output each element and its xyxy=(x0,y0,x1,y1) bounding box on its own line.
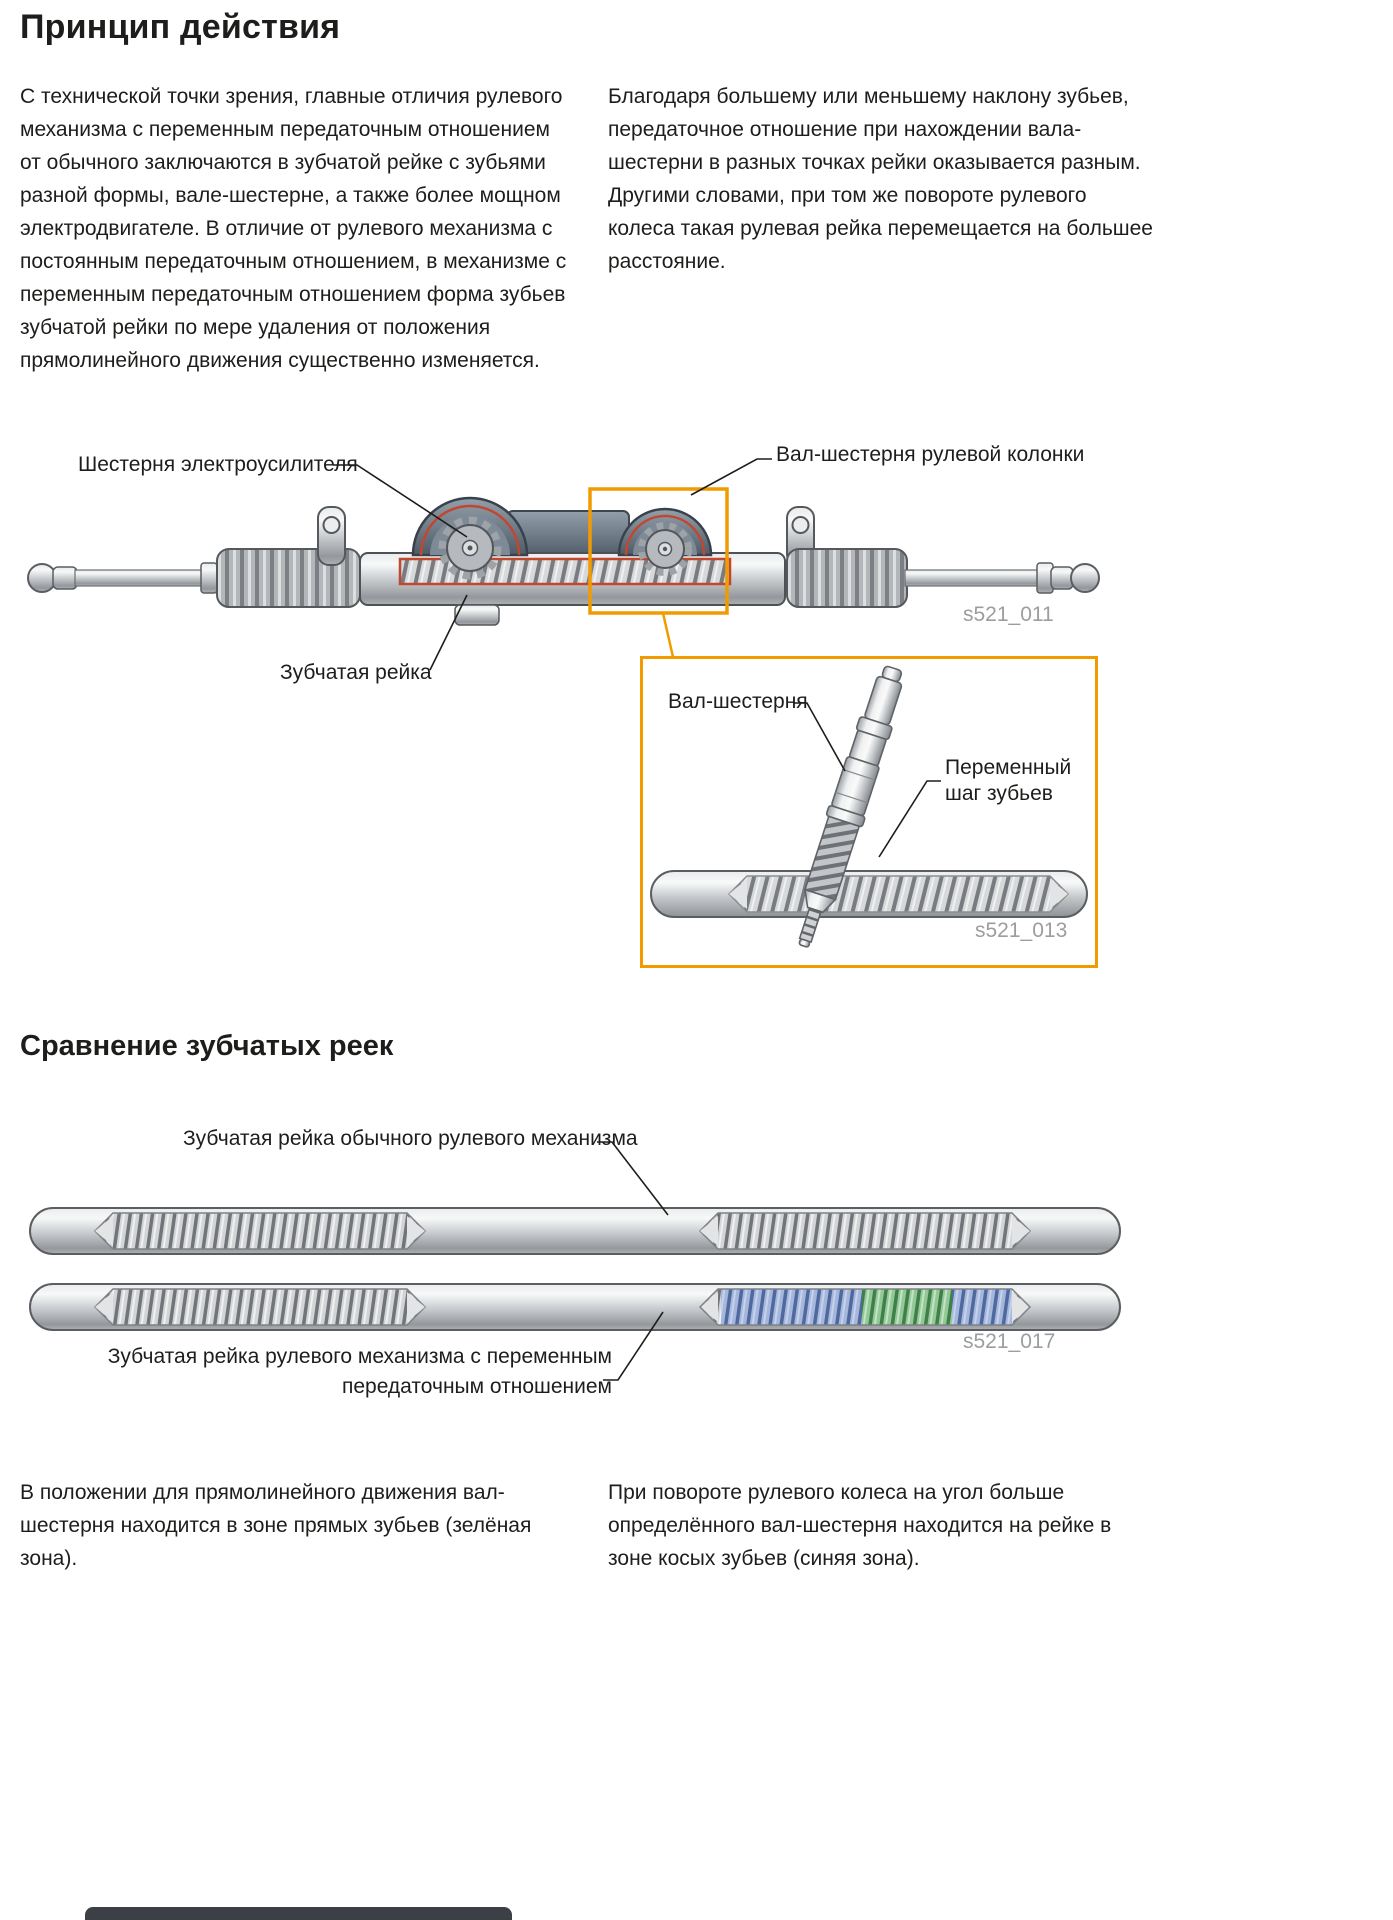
leader-variable-pitch xyxy=(879,781,941,857)
bottom-partial-bar xyxy=(85,1907,512,1920)
label-column-pinion: Вал-шестерня рулевой колонки xyxy=(776,443,1085,466)
leader-normal-rack xyxy=(597,1142,668,1215)
label-pinion-shaft: Вал-шестерня xyxy=(668,690,808,713)
label-booster-gear: Шестерня электроусилителя xyxy=(78,453,358,476)
conventional-rack xyxy=(30,1208,1120,1254)
blue-zone-left xyxy=(721,1289,862,1325)
intro-right-paragraph-1: Благодаря большему или меньшему наклону зубьев, передаточное отношение при нахождении вала-шестерни в разных точках рейки оказывается разным. xyxy=(608,85,1141,174)
left-tie-rod xyxy=(28,563,217,593)
figure2-image-id: s521_017 xyxy=(963,1330,1056,1353)
note-left: В положении для прямолинейного движения вал-шестерня находится в зоне прямых зубьев (зелёная зона). xyxy=(20,1481,532,1570)
label-variable-pitch: Переменный шаг зубьев xyxy=(945,756,1072,805)
variable-ratio-rack xyxy=(30,1284,1120,1330)
right-tie-rod xyxy=(905,563,1099,593)
blue-zone-right xyxy=(952,1289,1012,1325)
right-bellows xyxy=(787,549,907,607)
left-mount-bracket xyxy=(318,507,345,565)
steering-rack-illustration xyxy=(15,445,1145,690)
leader-rack xyxy=(430,595,467,670)
highlight-connector xyxy=(663,613,673,657)
label-variable-rack: Зубчатая рейка рулевого механизма с переменным передаточным отношением xyxy=(107,1345,612,1398)
intro-right-paragraph-2: Другими словами, при том же повороте рулевого колеса такая рулевая рейка перемещается на большее расстояние. xyxy=(608,184,1153,273)
inset-rack xyxy=(651,871,1087,917)
figure1-image-id: s521_011 xyxy=(963,603,1054,626)
page-title: Принцип действия xyxy=(20,8,341,46)
section-heading: Сравнение зубчатых реек xyxy=(20,1030,394,1062)
inset-image-id: s521_013 xyxy=(975,919,1068,942)
pinion-inset-panel xyxy=(640,656,1098,968)
intro-right-column xyxy=(608,80,1153,278)
label-normal-rack: Зубчатая рейка обычного рулевого механизма xyxy=(183,1127,638,1150)
note-right: При повороте рулевого колеса на угол больше определённого вал-шестерня находится на рейке в зоне косых зубьев (синяя зона). xyxy=(608,1481,1112,1570)
intro-left-column: С технической точки зрения, главные отличия рулевого механизма с переменным передаточным отношением от обычного заключаются в зубчатой рейке с зубьями разной формы, вале-шестерне, а также более мощном электродвигателе. В отличие от рулевого механизма с постоянным передаточным отношением, в механизме с переменным передаточным отношением форма зубьев зубчатой рейки по мере удаления от положения прямолинейного движения существенно изменяется. xyxy=(20,85,567,372)
label-rack: Зубчатая рейка xyxy=(280,661,432,684)
green-zone xyxy=(862,1289,952,1325)
